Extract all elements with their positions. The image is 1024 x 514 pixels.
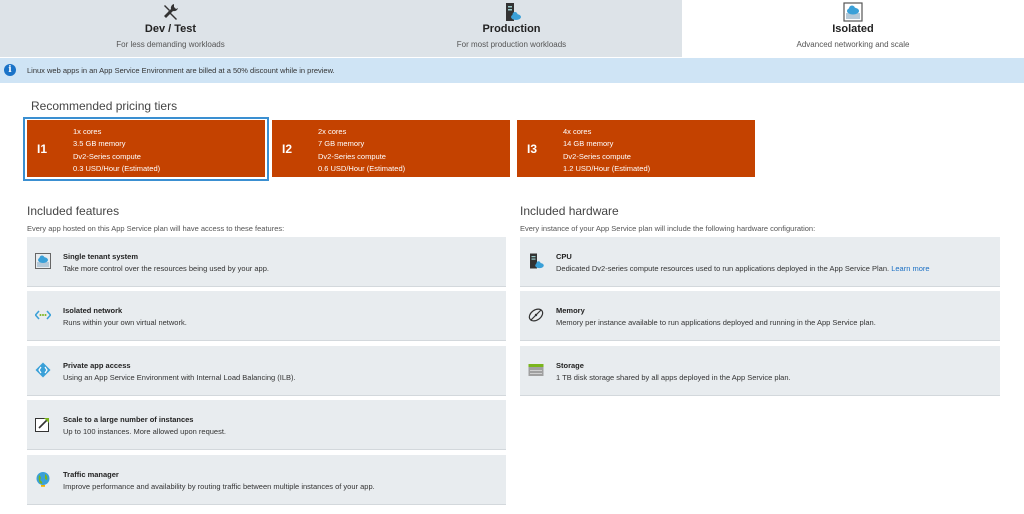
tier-code: I2 (282, 142, 293, 156)
server-cloud-icon (502, 2, 522, 22)
hardware-description-text: Dedicated Dv2-series compute resources used to run applications deployed in the App Service Plan. (556, 264, 890, 273)
tab-dev-test[interactable] (0, 0, 341, 57)
feature-title: Private app access (63, 361, 131, 370)
tab-subtitle: For most production workloads (456, 40, 567, 49)
feature-description: Up to 100 instances. More allowed upon request. (63, 427, 227, 436)
info-icon: i (4, 64, 16, 76)
tier-code: I3 (527, 142, 538, 156)
tier-cores: 4x cores (563, 127, 592, 136)
info-banner (0, 58, 1024, 83)
feature-item (27, 237, 506, 287)
tab-subtitle: Advanced networking and scale (796, 40, 910, 49)
tier-memory: 3.5 GB memory (73, 139, 126, 149)
hardware-heading: Included hardware (520, 204, 619, 218)
hardware-subheading: Every instance of your App Service plan will include the following hardware configuration: (520, 224, 816, 233)
network-icon (35, 307, 51, 323)
globe-icon (35, 471, 51, 487)
feature-description: Improve performance and availability by routing traffic between multiple instances of your app. (63, 482, 375, 491)
single-tenant-icon (35, 253, 51, 269)
hardware-title: Storage (556, 361, 584, 370)
feature-title: Single tenant system (63, 252, 139, 261)
tab-subtitle: For less demanding workloads (116, 40, 225, 49)
hardware-item (520, 291, 1000, 341)
recommended-heading: Recommended pricing tiers (31, 99, 178, 113)
feature-item (27, 291, 506, 341)
feature-title: Traffic manager (63, 470, 119, 479)
private-access-icon (35, 362, 51, 378)
pricing-tier-i2[interactable] (272, 120, 510, 177)
feature-description: Runs within your own virtual network. (63, 318, 187, 327)
tab-title: Production (482, 23, 541, 35)
tab-title: Dev / Test (144, 23, 197, 35)
hardware-description (556, 264, 930, 273)
tier-price: 0.3 USD/Hour (Estimated) (73, 163, 161, 173)
tier-compute: Dv2-Series compute (318, 151, 386, 161)
hardware-item (520, 346, 1000, 396)
tab-title: Isolated (832, 23, 874, 35)
feature-item (27, 400, 506, 450)
cpu-icon (528, 253, 544, 269)
tier-specs (318, 126, 405, 175)
learn-more-link[interactable]: Learn more (891, 264, 930, 273)
tier-category-tabs (0, 0, 1024, 57)
tools-icon (161, 2, 181, 22)
scale-icon (35, 416, 51, 432)
tier-specs (563, 126, 650, 175)
features-heading: Included features (27, 204, 120, 218)
feature-title: Isolated network (63, 306, 123, 315)
pricing-tier-i1[interactable] (27, 120, 265, 177)
feature-description: Take more control over the resources being used by your app. (63, 264, 269, 273)
pricing-tier-i3[interactable] (517, 120, 755, 177)
tab-production[interactable] (341, 0, 682, 57)
tier-cores: 2x cores (318, 127, 347, 136)
hardware-title: Memory (556, 306, 585, 315)
tier-cores: 1x cores (73, 127, 102, 136)
tier-code: I1 (37, 142, 48, 156)
hardware-item (520, 237, 1000, 287)
storage-icon (528, 362, 544, 378)
tier-price: 0.6 USD/Hour (Estimated) (318, 163, 406, 173)
memory-icon (528, 307, 544, 323)
tier-memory: 14 GB memory (563, 139, 614, 149)
tier-specs (73, 126, 160, 175)
tab-isolated[interactable] (682, 0, 1024, 57)
hardware-title: CPU (556, 252, 572, 261)
feature-item (27, 346, 506, 396)
banner-text: Linux web apps in an App Service Environment are billed at a 50% discount while in preview. (27, 66, 335, 75)
tier-compute: Dv2-Series compute (73, 151, 141, 161)
hardware-description: 1 TB disk storage shared by all apps deployed in the App Service plan. (556, 373, 791, 382)
tier-price: 1.2 USD/Hour (Estimated) (563, 163, 651, 173)
features-subheading: Every app hosted on this App Service plan will have access to these features: (27, 224, 285, 233)
isolated-cloud-icon (843, 2, 863, 22)
feature-item (27, 455, 506, 505)
tier-compute: Dv2-Series compute (563, 151, 631, 161)
feature-description: Using an App Service Environment with Internal Load Balancing (ILB). (63, 373, 296, 382)
feature-title: Scale to a large number of instances (63, 415, 194, 424)
tier-memory: 7 GB memory (318, 139, 365, 149)
hardware-description: Memory per instance available to run applications deployed and running in the App Service plan. (556, 318, 876, 327)
